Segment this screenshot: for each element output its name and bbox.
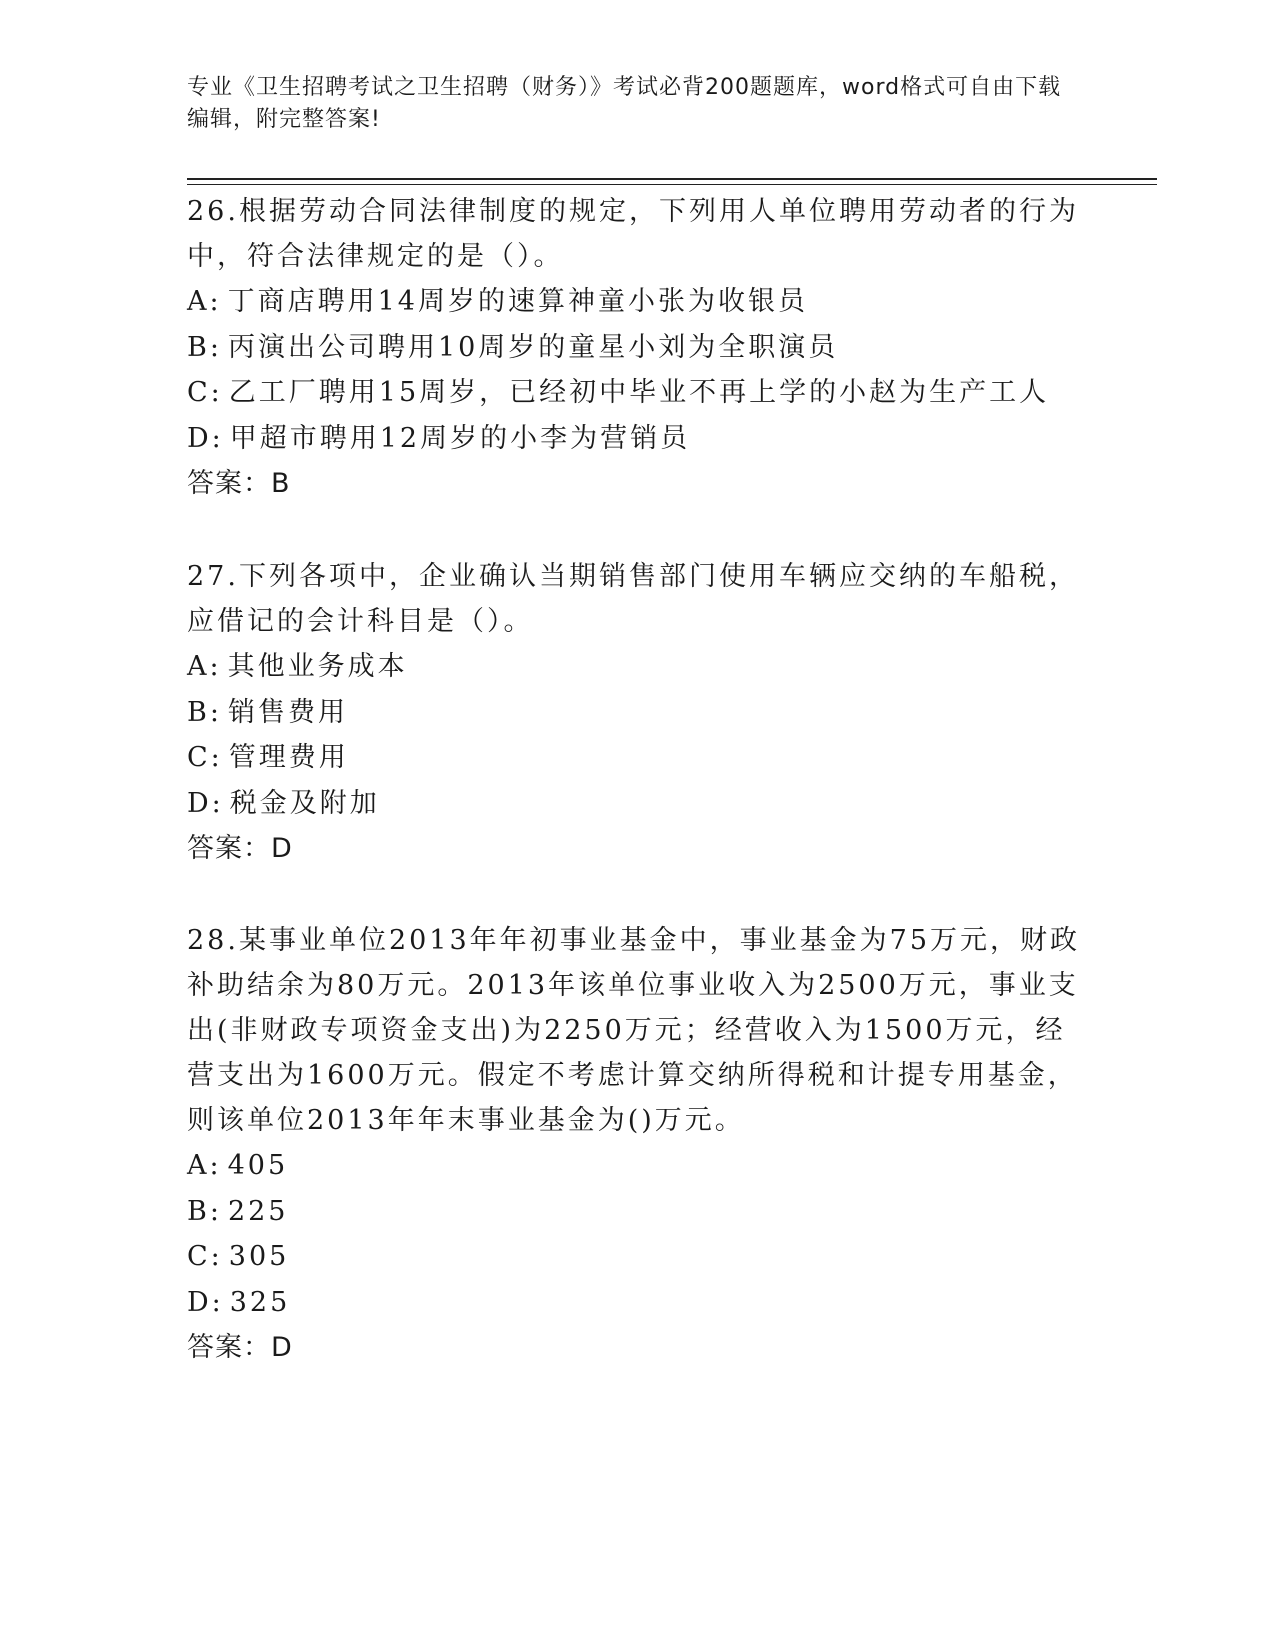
header-divider-bottom [187,184,1157,185]
option-letter: A: [187,651,222,682]
option-text: 305 [228,1241,290,1272]
option-d [187,1280,1087,1326]
answer-line: 答案：D [187,833,293,864]
option-b [187,325,1087,371]
option-text: 销售费用 [227,696,348,728]
option-letter: B: [187,331,222,363]
option-letter: A: [187,286,222,317]
question-stem: 27.下列各项中，企业确认当期销售部门使用车辆应交纳的车船税，应借记的会计科目是（）。 [187,561,1079,637]
option-letter: C: [187,742,223,773]
option-c [187,735,1087,781]
answer-line: 答案：D [187,1332,293,1363]
option-letter: C: [187,377,223,408]
option-c [187,370,1087,416]
option-text: 税金及附加 [229,787,380,819]
option-a [187,1143,1087,1189]
option-letter: D: [187,422,224,454]
option-text: 甲超市聘用12周岁的小李为营销员 [229,422,691,454]
option-letter: A: [187,1150,222,1181]
option-text: 405 [227,1150,289,1181]
header-divider-top [187,178,1157,180]
option-c [187,1234,1087,1280]
question-26 [187,189,1087,506]
option-text: 乙工厂聘用15周岁，已经初中毕业不再上学的小赵为生产工人 [228,377,1050,408]
option-text: 225 [227,1195,289,1227]
option-a [187,644,1087,690]
option-letter: B: [187,696,222,728]
option-text: 管理费用 [228,742,349,773]
option-letter: C: [187,1241,223,1272]
question-stem: 28.某事业单位2013年年初事业基金中，事业基金为75万元，财政补助结余为80万元。2013年该单位事业收入为2500万元，事业支出(非财政专项资金支出)为2250万元；经营收入为1500万元，经营支出为1600万元。假定不考虑计算交纳所得税和计提专用基金，则该单位2013年年末事业基金为()万元。 [187,925,1081,1136]
option-text: 丁商店聘用14周岁的速算神童小张为收银员 [227,286,808,317]
option-text: 其他业务成本 [227,651,408,682]
option-a [187,279,1087,325]
option-letter: D: [187,1286,224,1318]
question-28 [187,918,1087,1370]
option-text: 325 [229,1286,291,1318]
document-header: 专业《卫生招聘考试之卫生招聘（财务）》考试必背200题题库，word格式可自由下载编辑，附完整答案! [187,75,1062,132]
question-27 [187,554,1087,871]
option-d [187,781,1087,827]
option-b [187,690,1087,736]
option-letter: D: [187,787,224,819]
option-d [187,416,1087,462]
option-text: 丙演出公司聘用10周岁的童星小刘为全职演员 [227,331,839,363]
answer-line: 答案：B [187,468,291,499]
option-b [187,1189,1087,1235]
option-letter: B: [187,1195,222,1227]
question-stem: 26.根据劳动合同法律制度的规定，下列用人单位聘用劳动者的行为中，符合法律规定的是（）。 [187,196,1079,272]
